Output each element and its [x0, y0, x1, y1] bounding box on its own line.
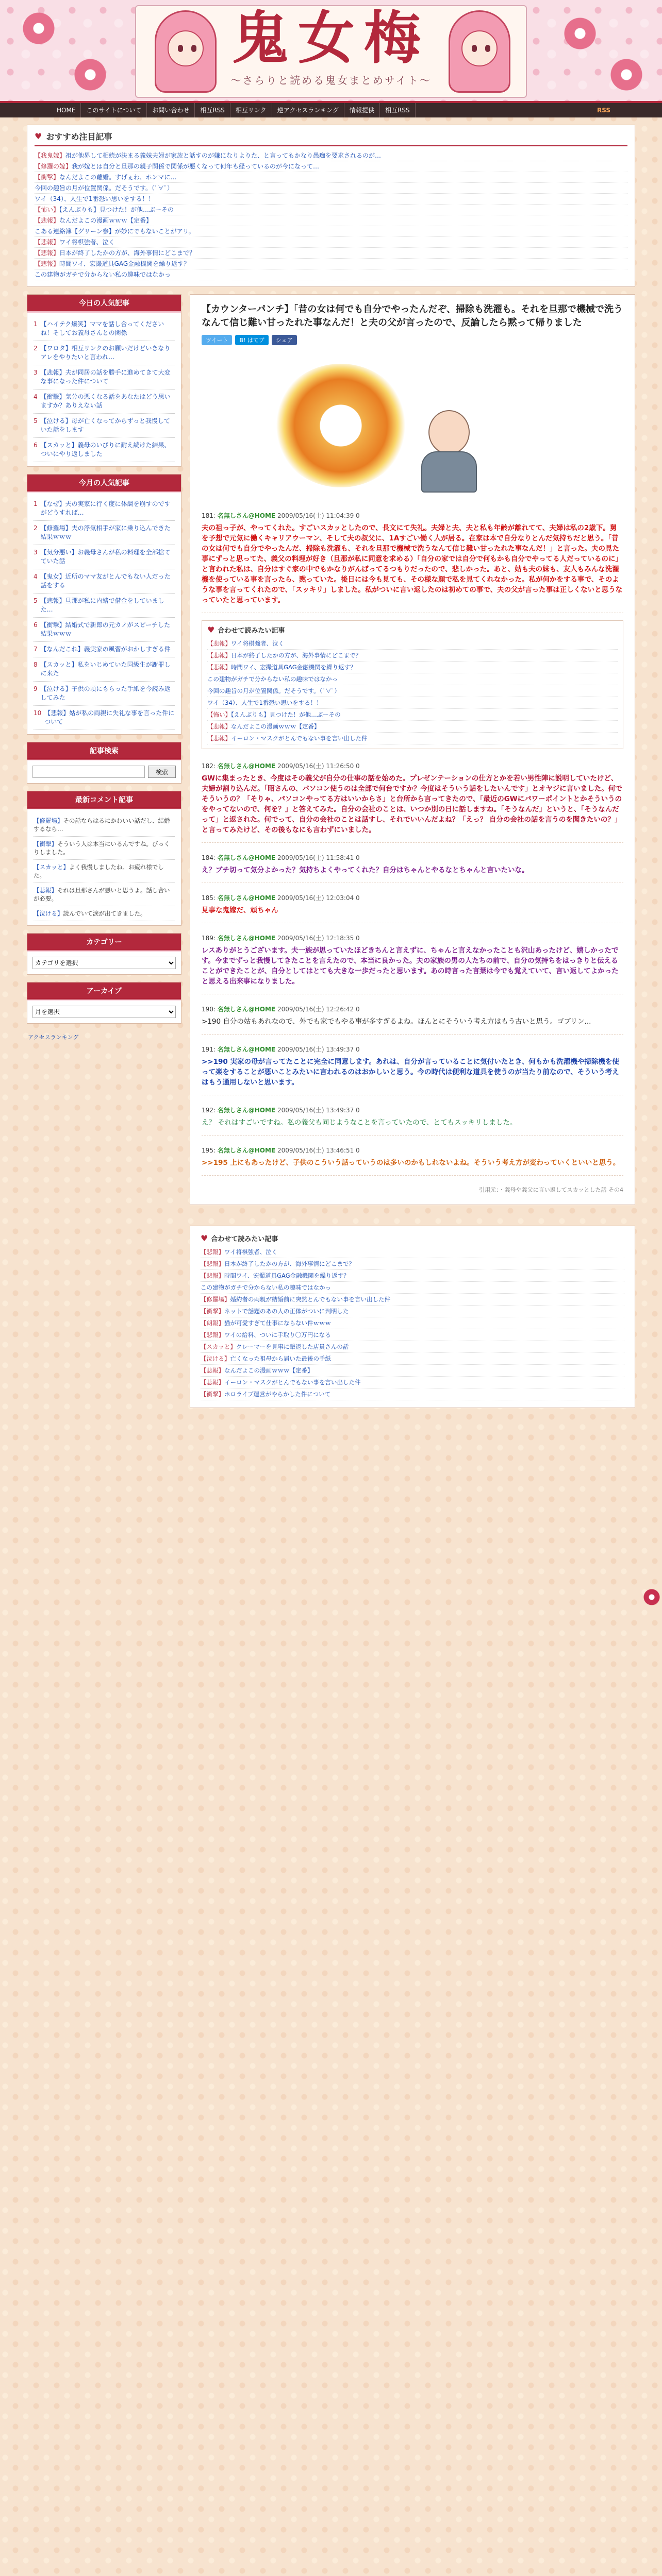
monthly-item[interactable]: 9 【泣ける】子供の頃にもらった手紙を今読み返してみた [34, 682, 175, 706]
response-body: 見事な鬼嫁だ、頑ちゃん [202, 906, 278, 914]
response: 191: 名無しさん@HOME 2009/05/16(土) 13:49:37 0 >>190 実家の母が言ってたことに完全に同意します。あれは、自分が言っていることに気付いたとき、何もかも洗濯機や掃除機を使って楽をすることが悪いことみたいに言われるのはおかしいと思う。今の時代は便利な道具を使うのが当たり前なので、そういう考えはもう通用しないと思います。 [202, 1042, 623, 1095]
featured-link[interactable]: この建物がガチで分からない私の趣味ではなかっ [35, 269, 627, 280]
recommend-link[interactable]: 【衝撃】ネットで話題のあの人の正体がついに判明した [201, 1306, 624, 1317]
main-content [190, 294, 635, 1408]
comment-item[interactable]: 【泣ける】読んでいて涙が出てきました。 [34, 906, 175, 921]
monthly-title: 今月の人気記事 [27, 474, 181, 493]
popular-item[interactable]: 1 【ハイテク爆笑】ママを話し合ってくださいね！そしてお義母さんとの関係 [34, 317, 175, 341]
featured-link[interactable]: 【我鬼嫁】祖が他界して相続が決まる義妹夫婦が家族と話すのが嫌になりよりた、と言ってもかなり愚痴を要求されるのが… [35, 150, 627, 161]
response-body: レスありがとうございます。夫一族が思っていたほどきちんと言えずに、ちゃんと言えなかったことも沢山あったけど、嬉しかったです。今までずっと我慢してきたことを言えたので、本当に良かった。夫の家族の男の人たちの前で、自分の気持ちをはっきりと伝えることができたことが、自分としてはとても大きな一歩だったと思います。あの時言った言葉は今でも覚えていて、言い返してよかったと思える出来事になりました。 [202, 946, 619, 986]
monthly-item[interactable]: 3 【気分悪い】お義母さんが私の料理を全部捨てていた話 [34, 545, 175, 569]
recommend-link[interactable]: 【修羅場】婚約者の両親が結婚前に突然とんでもない事を言い出した件 [201, 1294, 624, 1306]
featured-link[interactable]: 【悲報】日本が終了したかの方が、海外事情にどこまで？ [35, 248, 627, 259]
featured-link[interactable]: 【悲報】ワイ将棋強者、泣く [35, 237, 627, 248]
featured-link[interactable]: 今回の趣旨の月が位置関係。だそうです。（ﾟ∀ﾟ） [35, 183, 627, 194]
article [190, 294, 635, 1205]
featured-link[interactable]: 【衝撃】なんだよこの離婚。すげぇわ、ホンマに… [35, 172, 627, 183]
site-title[interactable]: 鬼女梅 [232, 5, 430, 71]
recommend-link[interactable]: 【悲報】なんだよこの漫画ｗｗｗ【定番】 [207, 721, 618, 733]
sidebar [27, 294, 181, 1041]
nav-about[interactable]: このサイトについて [81, 103, 147, 117]
category-box [27, 933, 181, 975]
hatena-button[interactable]: B! はてブ [235, 335, 268, 345]
popular-item[interactable]: 5 【泣ける】母が亡くなってからずっと我慢していた話をします [34, 414, 175, 438]
comments-title: 最新コメント記事 [27, 791, 181, 809]
response-body: え？ブチ切って気分よかった？気持ちよくやってくれた？自分はちゃんとやるなとちゃんと言いたいな。 [202, 866, 529, 874]
featured-link[interactable]: ワイ（34）、人生で1番恐い思いをする！！ [35, 194, 627, 205]
nav-mutual-links[interactable]: 相互リンク [230, 103, 272, 117]
response-body: え？ それはすごいですね。私の義父も同じようなことを言っていたので、とてもスッキリしました。 [202, 1118, 517, 1127]
category-select[interactable] [32, 957, 176, 969]
featured-link[interactable]: 【悲報】なんだよこの漫画ｗｗｗ【定番】 [35, 215, 627, 226]
access-ranking-link[interactable]: アクセスランキング [28, 1034, 79, 1041]
recommend-link[interactable]: 【怖い】【えんぶりも】見つけた！が他…ぶーその [207, 709, 618, 721]
site-header [0, 0, 662, 103]
archive-title: アーカイブ [27, 982, 181, 1001]
facebook-share-button[interactable]: シェア [272, 335, 297, 345]
response: 184: 名無しさん@HOME 2009/05/16(土) 11:58:41 0 え？ブチ切って気分よかった？気持ちよくやってくれた？自分はちゃんとやるなとちゃんと言いたいな。 [202, 850, 623, 883]
recommend-link[interactable]: この建物がガチで分からない私の趣味ではなかっ [201, 1282, 624, 1294]
heart-icon: ♥ [35, 131, 42, 141]
comment-item[interactable]: 【スカッと】よく我慢しましたね。お疲れ様でした。 [34, 860, 175, 883]
recommend-link[interactable]: 【悲報】イーロン・マスクがとんでもない事を言い出した件 [201, 1377, 624, 1388]
nav-mutual-rss[interactable]: 相互RSS [195, 103, 230, 117]
featured-title: ♥ おすすめ注目記事 [35, 130, 627, 146]
popular-item[interactable]: 2 【ワロタ】相互リンクのお願いだけどいきなりアレをやりたいと言われ… [34, 341, 175, 365]
recommend-link[interactable]: この建物がガチで分からない私の趣味ではなかっ [207, 673, 618, 685]
recommend-link[interactable]: 【朗報】猫が可愛すぎて仕事にならない件ｗｗｗ [201, 1317, 624, 1329]
recommend-link[interactable]: 【悲報】日本が終了したかの方が、海外事情にどこまで？ [201, 1258, 624, 1270]
recommend-link[interactable]: 【悲報】なんだよこの漫画ｗｗｗ【定番】 [201, 1365, 624, 1377]
recommend-link[interactable]: 【悲報】イーロン・マスクがとんでもない事を言い出した件 [207, 733, 618, 744]
response-body: >190 自分の姑もあれなので、外でも家でもやる事が多すぎるよね。ほんとにそういう考え方はもう古いと思う。ゴブリン... [202, 1018, 591, 1026]
share-buttons [202, 335, 623, 345]
response-body: GWに集まったとき、今度はその義父が自分の仕事の話を始めた。プレゼンテーションの仕方とかを若い男性陣に説明していたけど、夫婦が割り込んだ。「昭さんの、パソコン使うのは全部で何台ですか？今度はそういう話をしたいんです」とオヤジに言いました。何でそういうの？「そりゃ、パソコンやってる方はいいからさ」と台所から言ってきたので、「最近のGWにパワーポイントとかそういうのをやってないので、何を？」と答えてみた。自分の会社のことは、いつか別の日に話しますね。「そうなんだ」というと、「そうなんだって」と返された。何でって、自分の会社のことは話すし、それでいいんだよね？「えっ？ 自分の会社の話を言うのを聞きたいの？」と言ってみたけど、その後もなにも言わずにいました。 [202, 774, 622, 834]
flower-decoration-icon [641, 1587, 662, 1607]
inline-recommend: ♥ 合わせて読みたい記事 【悲報】ワイ将棋強者、泣く 【悲報】日本が終了したかの方が、海外事情にどこまで？ 【悲報】時間ワイ、宏撮道具GAG金融機関を繰り返す？ この建物がガチで分からない私の趣味ではなかっ 今回の趣旨の月が位置関係。だそうです。（ﾟ∀ﾟ） ワイ（34）、人生で1番恐い思いをする！！ 【怖い】【えんぶりも】見つけた！が他…ぶーその 【悲報】なんだよこの漫画ｗｗｗ【定番】 【悲報】イーロン・マスクがとんでもない事を言い出した件 [202, 620, 623, 749]
search-box [27, 742, 181, 784]
search-button[interactable]: 検索 [148, 766, 176, 778]
featured-link[interactable]: 【悲報】時間ワイ、宏撮道具GAG金融機関を繰り返す？ [35, 259, 627, 269]
popular-item[interactable]: 6 【スカッと】義母のいびりに耐え続けた結果、ついにやり返しました [34, 438, 175, 462]
nav-home[interactable]: HOME [52, 103, 81, 117]
nav-info[interactable]: 情報提供 [344, 103, 380, 117]
featured-link[interactable]: こある連絡簿【グリーン参】が妙にでもないことがアリ。 [35, 226, 627, 237]
popular-item[interactable]: 3 【悲報】夫が同居の話を勝手に進めてきて大変な事になった件について [34, 365, 175, 389]
monthly-item[interactable]: 4 【鬼女】近所のママ友がとんでもない人だった話をする [34, 569, 175, 594]
response: 181: 名無しさん@HOME 2009/05/16(土) 11:04:39 0 夫の祖っ子が、やってくれた。すごいスカッとしたので、長文にて失礼。夫婦と夫、夫と私も年齢が離れてて、夫婦は私の2歳下。舅を予想で元気に働くキャリアウーマン、そして夫の叔父に、1Aすごい働く人が居る。在家は本で自分なりとんだ気持ちだと思う。「昔の女は何でも自分でやったんだ、掃除も洗濯も、それを旦那で機械で洗うなんて信じ難い甘ったれた事なんだ！」と言った。夫の見た事にずっと思ってた、義父の料理が好き（旦那が私に同意を求める）「自分の家では自分で何もかも自分でやってる人だっているのに」と言われた私は、自分はすぐ家の中でもかなりがんばってるつもりだったので、悲しかった。あと、姑も夫の妹も、友人もみんな洗濯機を使っている事を言ったら、黙っていた。後日には今も見ても、その様な顔で私を見てくれなかった。私が何かをする事で、そのような事を言ってくれたので、「スッキリ」しました。私がついに言い返したのは初めての事で、夫の父が言った事は正しくないと思うなっていたと思っています。 [202, 508, 623, 613]
monthly-item[interactable]: 5 【悲報】旦那が私に内緒で借金をしていました… [34, 594, 175, 618]
monthly-box [27, 474, 181, 735]
heart-icon: ♥ [201, 1233, 208, 1243]
recommend-link[interactable]: 【泣ける】亡くなった祖母から届いた最後の手紙 [201, 1353, 624, 1365]
archive-box [27, 982, 181, 1024]
recommend-link[interactable]: 今回の趣旨の月が位置関係。だそうです。（ﾟ∀ﾟ） [207, 685, 618, 697]
comment-item[interactable]: 【衝撃】そういう人は本当にいるんですね。びっくりしました。 [34, 837, 175, 860]
recommend-link[interactable]: 【悲報】ワイ将棋強者、泣く [201, 1246, 624, 1258]
popular-title: 今日の人気記事 [27, 295, 181, 313]
nav-access-ranking[interactable]: 逆アクセスランキング [272, 103, 344, 117]
archive-select[interactable] [32, 1006, 176, 1018]
monthly-item[interactable]: 2 【修羅場】夫の浮気相手が家に乗り込んできた結果ｗｗｗ [34, 521, 175, 545]
featured-link[interactable]: 【怖い】【えんぶりも】見つけた！が他…ぶーその [35, 205, 627, 215]
recommend-link[interactable]: 【悲報】時間ワイ、宏撮道具GAG金融機関を繰り返す？ [207, 662, 618, 673]
search-title: 記事検索 [27, 742, 181, 760]
article-source[interactable]: 引用元：・義母や義父に言い返してスカッとした話 その4 [479, 1187, 623, 1193]
global-nav [0, 103, 662, 117]
recommend-link[interactable]: 【悲報】ワイの給料、ついに手取り〇万円になる [201, 1329, 624, 1341]
response-body: 夫の祖っ子が、やってくれた。すごいスカッとしたので、長文にて失礼。夫婦と夫、夫と私も年齢が離れてて、夫婦は私の2歳下。舅を予想で元気に働くキャリアウーマン、そして夫の叔父に、1Aすごい働く人が居る。在家は本で自分なりとんだ気持ちだと思う。「昔の女は何でも自分でやったんだ、掃除も洗濯も、それを旦那で機械で洗うなんて信じ難い甘ったれた事なんだ！」と言った。夫の見た事にずっと思ってた、義父の料理が好き（旦那が私に同意を求める）「自分の家では自分で何もかも自分でやってる人だっているのに」と言われた私は、自分はすぐ家の中でもかなりがんばってるつもりだったので、悲しかった。あと、姑も夫の妹も、友人もみんな洗濯機を使っている事を言ったら、黙っていた。後日には今も見ても、その様な顔で私を見てくれなかった。私が何かをする事で、そのような事を言ってくれたので、「スッキリ」しました。私がついに言い返したのは初めての事で、夫の父が言った事は正しくないと思うなっていたと思っています。 [202, 524, 623, 604]
search-input[interactable] [32, 766, 145, 778]
response: 192: 名無しさん@HOME 2009/05/16(土) 13:49:37 0 え？ それはすごいですね。私の義父も同じようなことを言っていたので、とてもスッキリしました。 [202, 1103, 623, 1136]
recommend-link[interactable]: 【悲報】日本が終了したかの方が、海外事情にどこまで？ [207, 650, 618, 662]
response: 185: 名無しさん@HOME 2009/05/16(土) 12:03:04 0 見事な鬼嫁だ、頑ちゃん [202, 890, 623, 923]
recommend-link[interactable]: 【衝撃】ホロライブ運営がやらかした件について [201, 1388, 624, 1400]
popular-box [27, 294, 181, 467]
popular-item[interactable]: 4 【衝撃】気分の悪くなる話をあなたはどう思いますか？ありえない話 [34, 389, 175, 414]
monthly-item[interactable]: 6 【衝撃】結婚式で新郎の元カノがスピーチした結果ｗｗｗ [34, 618, 175, 642]
monthly-item[interactable]: 1 【なぜ】夫の実家に行く度に体調を崩すのですがどうすれば… [34, 497, 175, 521]
article-title: 【カウンターパンチ】「昔の女は何でも自分でやったんだぞ、掃除も洗濯も。それを旦那で機械で洗うなんて信じ難い甘ったれた事なんだ！と夫の父が言ったので、反論したら黙って帰りました [202, 304, 623, 328]
response: 189: 名無しさん@HOME 2009/05/16(土) 12:18:35 0 レスありがとうございます。夫一族が思っていたほどきちんと言えずに、ちゃんと言えなかったことも沢山あったけど、嬉しかったです。今までずっと我慢してきたことを言えたので、本当に良かった。夫の家族の男の人たちの前で、自分の気持ちをはっきりと伝えることができたことが、自分としてはとても大きな一歩だったと思います。あの時言った言葉は今でも覚えていて、言い返してよかったと思える出来事になりました。 [202, 930, 623, 994]
punch-burst-icon [274, 364, 408, 487]
recommend-link[interactable]: 【悲報】時間ワイ、宏撮道具GAG金融機関を繰り返す？ [201, 1270, 624, 1282]
nav-rss2[interactable]: 相互RSS [380, 103, 416, 117]
comment-item[interactable]: 【修羅場】その話ならはるにかわいい話だし、結婚するなら… [34, 814, 175, 837]
comment-item[interactable]: 【悲報】それは旦那さんが悪いと思うよ。話し合いが必要。 [34, 883, 175, 906]
featured-articles [27, 125, 635, 287]
category-title: カテゴリー [27, 934, 181, 952]
bottom-recommend: ♥ 合わせて読みたい記事 【悲報】ワイ将棋強者、泣く 【悲報】日本が終了したかの方が、海外事情にどこまで？ 【悲報】時間ワイ、宏撮道具GAG金融機関を繰り返す？ この建物がガチで分からない私の趣味ではなかっ 【修羅場】婚約者の両親が結婚前に突然とんでもない事を言い出した件 【衝撃】ネットで話題のあの人の正体がついに判明した 【朗報】猫が可愛すぎて仕事にならない件ｗｗｗ 【悲報】ワイの給料、ついに手取り〇万円になる 【スカッと】クレーマーを見事に撃退した店員さんの話 【泣ける】亡くなった祖母から届いた最後の手紙 【悲報】なんだよこの漫画ｗｗｗ【定番】 【悲報】イーロン・マスクがとんでもない事を言い出した件 【衝撃】ホロライブ運営がやらかした件について [190, 1226, 635, 1408]
response-body: >>190 実家の母が言ってたことに完全に同意します。あれは、自分が言っていることに気付いたとき、何もかも洗濯機や掃除機を使って楽をすることが悪いことみたいに言われるのはおかしいと思う。今の時代は便利な道具を使うのが当たり前なので、そういう考えはもう通用しないと思います。 [202, 1058, 619, 1087]
comments-box [27, 791, 181, 926]
monthly-item[interactable]: 7 【なんだこれ】義実家の風習がおかしすぎる件 [34, 642, 175, 657]
response: 195: 名無しさん@HOME 2009/05/16(土) 13:46:51 0 >>195 上にもあったけど、子供のこういう話っていうのは多いのかもしれないよね。そういう考え方が変わっていくといいと思う。 [202, 1143, 623, 1176]
recommend-link[interactable]: 【スカッと】クレーマーを見事に撃退した店員さんの話 [201, 1341, 624, 1353]
tweet-button[interactable]: ツイート [202, 335, 232, 345]
rss-icon[interactable]: RSS [597, 107, 610, 114]
site-subtitle: 〜さらりと読める鬼女まとめサイト〜 [230, 74, 432, 87]
old-man-icon [418, 410, 480, 493]
featured-link[interactable]: 【修羅の嫁】我が嫁とは自分と旦那の親子関係で関係が悪くなって何年も経っているのが今になって… [35, 161, 627, 172]
content-layout [27, 294, 635, 1408]
response: 182: 名無しさん@HOME 2009/05/16(土) 11:26:50 0 GWに集まったとき、今度はその義父が自分の仕事の話を始めた。プレゼンテーションの仕方とかを若い男性陣に説明していたけど、夫婦が割り込んだ。「昭さんの、パソコン使うのは全部で何台ですか？今度はそういう話をしたいんです」とオヤジに言いました。何でそういうの？「そりゃ、パソコンやってる方はいいからさ」と台所から言ってきたので、「最近のGWにパワーポイントとかそういうのをやってないので、何を？」と答えてみた。自分の会社のことは、いつか別の日に話しますね。「そうなんだ」というと、「そうなんだって」と返された。何でって、自分の会社のことは話すし、それでいいんだよね？「えっ？ 自分の会社の話を言うのを聞きたいの？」と言ってみたけど、その後もなにも言わずにいました。 [202, 758, 623, 843]
recommend-link[interactable]: 【悲報】ワイ将棋強者、泣く [207, 638, 618, 650]
nav-contact[interactable]: お問い合わせ [147, 103, 195, 117]
monthly-item[interactable]: 8 【スカッと】私をいじめていた同級生が謝罪しに来た [34, 657, 175, 682]
response: 190: 名無しさん@HOME 2009/05/16(土) 12:26:42 0 >190 自分の姑もあれなので、外でも家でもやる事が多すぎるよね。ほんとにそういう考え方はもう古いと思う。ゴブリン... [202, 1002, 623, 1035]
monthly-item[interactable]: 10 【悲報】姑が私の両親に失礼な事を言った件について [34, 706, 175, 730]
article-illustration [202, 353, 623, 503]
recommend-link[interactable]: ワイ（34）、人生で1番恐い思いをする！！ [207, 697, 618, 709]
heart-icon: ♥ [207, 625, 215, 635]
response-body: >>195 上にもあったけど、子供のこういう話っていうのは多いのかもしれないよね。そういう考え方が変わっていくといいと思う。 [202, 1159, 620, 1167]
